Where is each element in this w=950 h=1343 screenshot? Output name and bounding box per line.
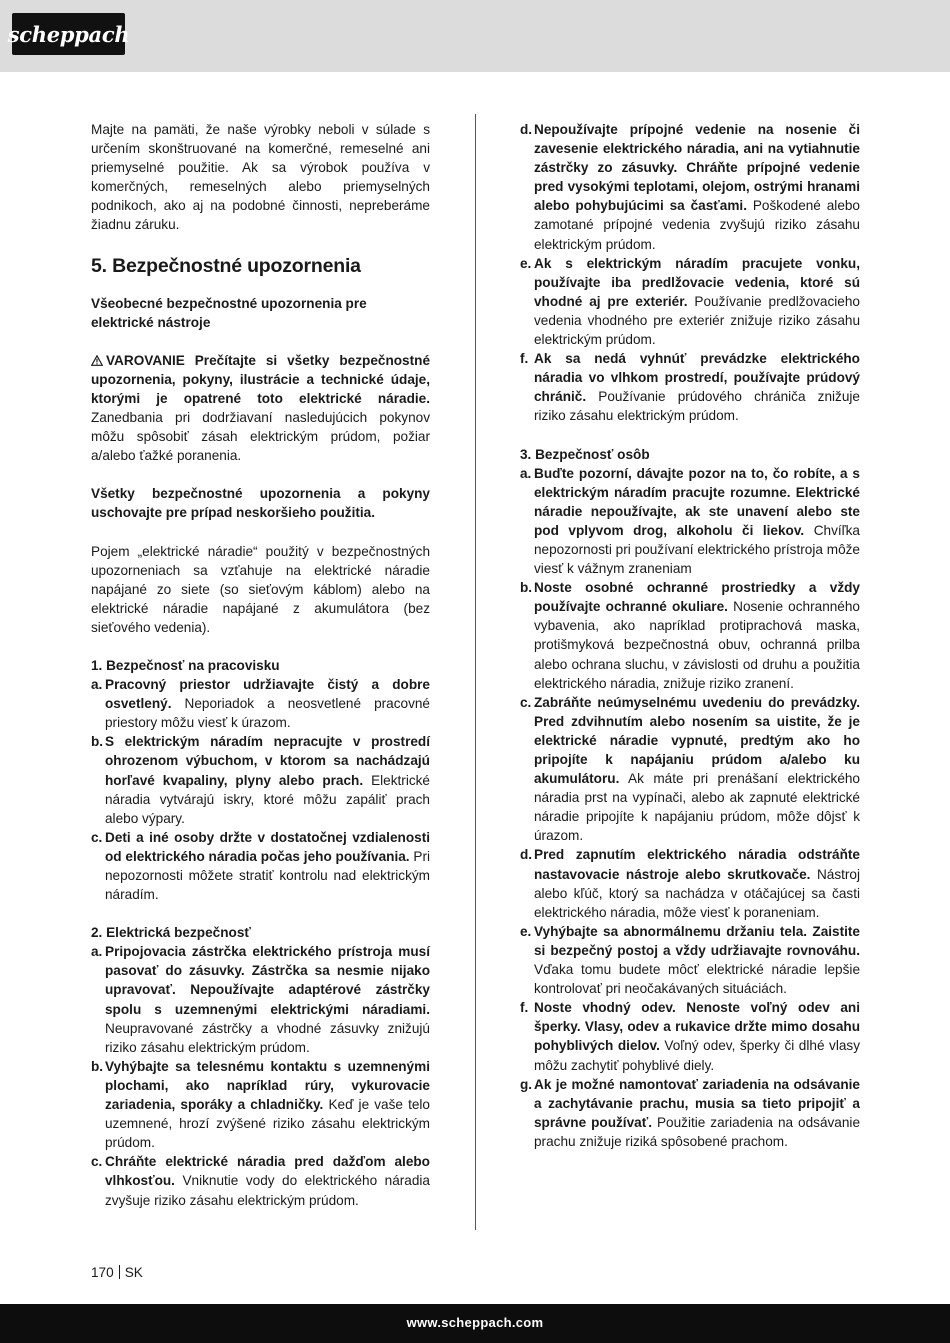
- list-item-marker: a.: [520, 465, 532, 481]
- list-item-text: Nosenie ochranného vybavenia, ako napríklad protiprachová maska, protišmyková bezpečnostná obuv, ochranná prilba alebo ochrana sluchu, v závislosti od druhu a použitia elektrického náradia, znižuje riziko zranení.: [534, 599, 860, 691]
- list-item: [520, 693, 860, 846]
- term-paragraph: Pojem „elektrické náradie“ použitý v bezpečnostných upozorneniach sa vzťahuje na elektrické náradie napájané zo siete (so sieťovým káblom) alebo na elektrické náradie napájané z akumulátora (bez sieťového vedenia).: [91, 543, 430, 635]
- list-item-body: [534, 845, 860, 921]
- list-item-text: Pri nepozornosti môžete stratiť kontrolu nad elektrickým náradím.: [105, 848, 430, 903]
- workplace-safety-title: 1. Bezpečnosť na pracovisku: [91, 657, 280, 673]
- list-item-bold: Pracovný priestor udržiavajte čistý a dobre osvetlený.: [105, 677, 430, 712]
- list-item-body: [534, 120, 860, 254]
- list-item-bold: Pripojovacia zástrčka elektrického prístroja musí pasovať do zásuvky. Zástrčka sa nesmie nijako upravovať. Nepoužívajte adaptérové zástrčky spolu s uzemnenými elektrickými náradiami.: [105, 944, 430, 1017]
- list-item-bold: Nepoužívajte prípojné vedenie na nosenie či zavesenie elektrického náradia, ani na vytiahnutie zástrčky zo zásuvky. Chráňte prípojné vedenie pred vysokými teplotami, olejom, ostrými hranami alebo pohybujúcimi sa časťami.: [534, 122, 860, 214]
- list-item-bold: Zabráňte neúmyselnému uvedeniu do prevádzky. Pred zdvihnutím alebo nosením sa uistite, že je elektrické náradie vypnuté, predtým ako ho pripojíte k napájaniu prúdom a/alebo ku akumulátoru.: [534, 694, 860, 787]
- list-item-bold: Pred zapnutím elektrického náradia odstráňte nastavovacie nástroje alebo skrutkovače.: [534, 847, 860, 882]
- right-column: [520, 120, 860, 1151]
- list-item-marker: d.: [520, 122, 533, 137]
- column-divider: [475, 114, 476, 1230]
- list-item-body: [105, 1152, 430, 1209]
- list-item-text: Chvíľka nepozornosti pri používaní elektrického prístroja môže viesť k vážnym zraneniam: [534, 522, 860, 577]
- keep-instructions: Všetky bezpečnostné upozornenia a pokyny uschovajte pre prípad neskoršieho použitia.: [91, 486, 430, 521]
- electrical-safety-title: 2. Elektrická bezpečnosť: [91, 925, 251, 941]
- list-item-bold: Deti a iné osoby držte v dostatočnej vzdialenosti od elektrického náradia počas jeho používania.: [105, 829, 430, 864]
- list-item-text: Používanie prúdového chrániča znižuje riziko zásahu elektrickým prúdom.: [534, 389, 860, 424]
- personal-safety-list: [520, 464, 860, 1151]
- electrical-safety-list: [91, 942, 430, 1209]
- list-item: [520, 578, 860, 693]
- warning-icon: [91, 355, 103, 366]
- list-item-text: Ak máte pri prenášaní elektrického náradia prst na vypínači, alebo ak zapnuté elektrické náradie pripojíte k napájaniu prúdom, môže dôjsť k úrazom.: [534, 771, 860, 844]
- list-item-text: Vďaka tomu budete môcť elektrické náradie lepšie kontrolovať pri neočakávaných situáciách.: [534, 962, 860, 997]
- list-item-text: Použitie zariadenia na odsávanie prachu znižuje riziká spôsobené prachom.: [534, 1114, 861, 1149]
- list-item-text: Vniknutie vody do elektrického náradia zvyšuje riziko zásahu elektrickým prúdom.: [105, 1173, 430, 1208]
- list-item-bold: Vyhýbajte sa telesnému kontaktu s uzemnenými plochami, ako napríklad rúry, vykurovacie zariadenia, sporáky a chladničky.: [105, 1058, 430, 1113]
- list-item: [91, 1057, 430, 1152]
- list-item-body: [534, 998, 860, 1074]
- list-item: [520, 349, 860, 425]
- list-item-bold: Chráňte elektrické náradia pred dažďom alebo vlhkosťou.: [105, 1154, 430, 1189]
- list-item-body: [105, 675, 430, 732]
- list-item-marker: g.: [520, 1076, 533, 1092]
- list-item-marker: b.: [520, 580, 533, 596]
- list-item-marker: b.: [91, 734, 104, 750]
- list-item: [520, 464, 860, 579]
- list-item: [520, 120, 860, 254]
- list-item-bold: Ak s elektrickým náradím pracujete vonku, používajte iba predlžovacie vedenia, ktoré sú vhodné aj pre exteriér.: [534, 255, 860, 309]
- list-item: [91, 1152, 430, 1209]
- list-item: [91, 942, 430, 1057]
- list-item-marker: c.: [91, 829, 103, 845]
- list-item: [520, 998, 860, 1074]
- list-item-body: [534, 693, 860, 846]
- list-item-text: Elektrické náradia vytvárajú iskry, ktoré môžu zapáliť prach alebo výpary.: [105, 772, 430, 826]
- list-item-bold: Vyhýbajte sa abnormálnemu držaniu tela. Zaistite si bezpečný postoj a vždy udržiavajte rovnováhu.: [534, 923, 860, 958]
- list-item-bold: Noste vhodný odev. Nenoste voľný odev ani šperky. Vlasy, odev a rukavice držte mimo dosahu pohyblivých dielov.: [534, 1000, 860, 1054]
- list-item-body: [105, 732, 430, 827]
- general-title: Všeobecné bezpečnostné upozornenia pre elektrické nástroje: [91, 295, 367, 330]
- list-item-marker: a.: [91, 677, 103, 693]
- list-item-marker: c.: [91, 1154, 103, 1170]
- language-code: SK: [124, 1265, 143, 1280]
- list-item: [520, 845, 860, 921]
- list-item: [91, 828, 430, 904]
- brand-logo: scheppach: [12, 13, 125, 55]
- intro-paragraph: Majte na pamäti, že naše výrobky neboli v súlade s určením skonštruované na komerčné, remeselné ani priemyselné použitie. Ak sa výrobok používa v komerčných, remeselných alebo priemyselných podnikoch, ako aj na podobné činnosti, nepreberáme žiadnu záruku.: [91, 122, 430, 233]
- list-item-text: Voľný odev, šperky či dlhé vlasy môžu zachytiť pohyblivé diely.: [534, 1038, 860, 1073]
- list-item: [520, 1075, 860, 1151]
- page-separator: [119, 1265, 120, 1279]
- section-heading: 5. Bezpečnostné upozornenia: [91, 254, 361, 277]
- list-item-bold: Buďte pozorní, dávajte pozor na to, čo robíte, a s elektrickým náradím pracujte rozumne. Elektrické náradie nepoužívajte, ak ste unavení alebo ste pod vplyvom drog, alkoholu či liekov.: [534, 465, 860, 538]
- list-item-body: [534, 254, 860, 349]
- warning-paragraph: [91, 351, 430, 466]
- list-item-marker: b.: [91, 1058, 104, 1074]
- list-item: [520, 254, 860, 349]
- footer-bar: [0, 1304, 950, 1343]
- list-item-body: [534, 578, 860, 693]
- website-link[interactable]: www.scheppach.com: [406, 1315, 544, 1330]
- list-item-body: [105, 828, 430, 904]
- list-item-marker: e.: [520, 255, 532, 271]
- list-item-bold: Noste osobné ochranné prostriedky a vždy používajte ochranné okuliare.: [534, 580, 860, 615]
- list-item: [520, 922, 860, 998]
- list-item-body: [534, 1075, 860, 1151]
- list-item-marker: d.: [520, 847, 533, 863]
- list-item-body: [105, 1057, 430, 1152]
- list-item-marker: e.: [520, 923, 532, 939]
- list-item-body: [534, 922, 860, 998]
- list-item-body: [105, 942, 430, 1057]
- list-item-marker: a.: [91, 944, 103, 960]
- list-item-marker: f.: [520, 1000, 529, 1016]
- left-column: [91, 120, 430, 1210]
- electrical-safety-list-continued: [520, 120, 860, 426]
- list-item-text: Keď je vaše telo uzemnené, hrozí zvýšené riziko zásahu elektrickým prúdom.: [105, 1097, 430, 1151]
- list-item-text: Poškodené alebo zamotané prípojné vedenia zvyšujú riziko zásahu elektrickým prúdom.: [534, 198, 860, 252]
- list-item-bold: Ak je možné namontovať zariadenia na odsávanie a zachytávanie prachu, musia sa tieto pripojiť a správne používať.: [534, 1076, 860, 1130]
- list-item-marker: c.: [520, 694, 532, 710]
- list-item-marker: f.: [520, 351, 529, 367]
- warning-bold: VAROVANIE Prečítajte si všetky bezpečnostné upozornenia, pokyny, ilustrácie a technické údaje, ktorými je opatrené toto elektrické náradie.: [91, 352, 430, 406]
- list-item: [91, 732, 430, 827]
- page-number-value: 170: [91, 1265, 114, 1280]
- warning-text: Zanedbania pri dodržiavaní nasledujúcich pokynov môžu spôsobiť zásah elektrickým prúdom, požiar a/alebo ťažké poranenia.: [91, 410, 430, 464]
- list-item-body: [534, 464, 860, 579]
- workplace-safety-list: [91, 675, 430, 904]
- list-item-text: Neporiadok a neosvetlené pracovné priestory môžu viesť k úrazom.: [105, 696, 430, 731]
- list-item-bold: S elektrickým náradím nepracujte v prostredí ohrozenom výbuchom, v ktorom sa nachádzajú horľavé kvapaliny, plyny alebo prach.: [105, 734, 430, 788]
- list-item: [91, 675, 430, 732]
- list-item-text: Nástroj alebo kľúč, ktorý sa nachádza v otáčajúcej sa časti elektrického náradia, môže viesť k poraneniam.: [534, 866, 861, 920]
- list-item-body: [534, 349, 860, 425]
- list-item-text: Neupravované zástrčky a vhodné zásuvky znižujú riziko zásahu elektrickým prúdom.: [105, 1020, 430, 1055]
- page-header: [0, 0, 950, 72]
- personal-safety-title: 3. Bezpečnosť osôb: [520, 446, 650, 462]
- page-number: [91, 1265, 143, 1280]
- list-item-text: Používanie predlžovacieho vedenia vhodného pre exteriér znižuje riziko zásahu elektrickým prúdom.: [534, 293, 860, 348]
- list-item-bold: Ak sa nedá vyhnúť prevádzke elektrického náradia vo vlhkom prostredí, používajte prúdový chránič.: [534, 351, 860, 405]
